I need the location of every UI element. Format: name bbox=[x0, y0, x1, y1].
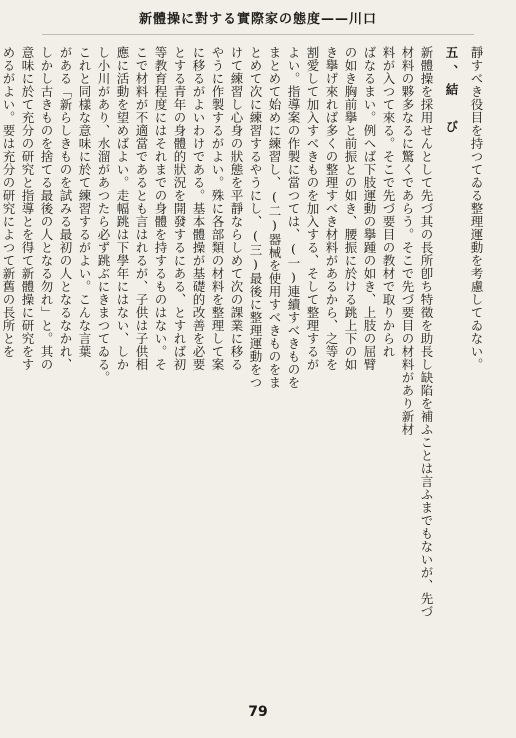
text-column: 應に活動を望めばよい。走幅跳は下學年にはない、しか bbox=[115, 46, 130, 371]
text-column: し小川があり、水溜があつたら必ず跳ぶにきまつてゐる。 bbox=[96, 46, 111, 384]
text-column: に移るがよいわけである。基本體操が基礎的改善を必要 bbox=[191, 46, 206, 371]
text-column: これと同樣な意味に於て練習するがよい。こんな言葉 bbox=[77, 46, 92, 358]
running-head bbox=[0, 8, 516, 27]
text-column: 材料の夥多なるに驚くであらう。そこで先づ要目の材料があり新材 bbox=[400, 46, 415, 436]
text-column: まとめて始めに練習し、(二)器械を使用すべきものをま bbox=[267, 46, 282, 389]
text-column: 意味に於て充分の研究と指導とを得て新體操に研究をす bbox=[20, 46, 35, 371]
text-column: 割愛して加入すべきものを加入する、そして整理するが bbox=[305, 46, 320, 371]
text-column: 新體操を採用せんとして先づ其の長所卽ち特徵を助長し缺陷を補ふことは言ふまでもないが、先づ bbox=[419, 46, 434, 618]
text-column: の如き胸前擧と前振との如き、腰振に於ける跳上下の如 bbox=[343, 46, 358, 371]
text-column: がある「新らしきものを試みる最初の人となるなかれ、 bbox=[58, 46, 73, 371]
text-column: ばなるまい。例へば下肢運動の擧踵の如き、上肢の屈臂 bbox=[362, 46, 377, 371]
vertical-text-block bbox=[1, 46, 486, 686]
text-column: とする青年の身體的狀況を開發するにある、とすれば初 bbox=[172, 46, 187, 371]
header-rule bbox=[42, 34, 474, 35]
text-column: とめて次に練習するやうにし、(三)最後に整理運動をつ bbox=[248, 46, 263, 389]
text-column: 料が入つて來る。そこで先づ要目の教材で取りかられ bbox=[381, 46, 396, 358]
text-column: めるがよい。要は充分の研究によつて新舊の長所とを bbox=[1, 46, 16, 358]
text-column: こで材料が不適當であるとも言はれるが、子供は子供相 bbox=[134, 46, 149, 371]
text-column: 等教育程度にはそれまでの身體を持するものはない。そ bbox=[153, 46, 168, 371]
text-column: き擧げ來れば多くの整理すべき材料があるから、之等を bbox=[324, 46, 339, 371]
text-column: けて練習し心身の狀態を平靜ならしめて次の課業に移る bbox=[229, 46, 244, 371]
running-head-text: 新體操に對する實際家の態度——川口 bbox=[138, 12, 377, 27]
section-heading: 五、結 び bbox=[444, 46, 459, 139]
text-column: 靜すべき役目を持つてゐる整理運動を考慮してゐない。 bbox=[469, 46, 484, 371]
text-column: しかし古きものを捨てる最後の人となる勿れ」と。其の bbox=[39, 46, 54, 371]
text-column: よい。指導案の作製に當つては、(一)連續すべきものを bbox=[286, 46, 301, 389]
text-column: やうに作製するがよい。殊に各部類の材料を整理して案 bbox=[210, 46, 225, 371]
page-number: 79 bbox=[248, 704, 268, 720]
